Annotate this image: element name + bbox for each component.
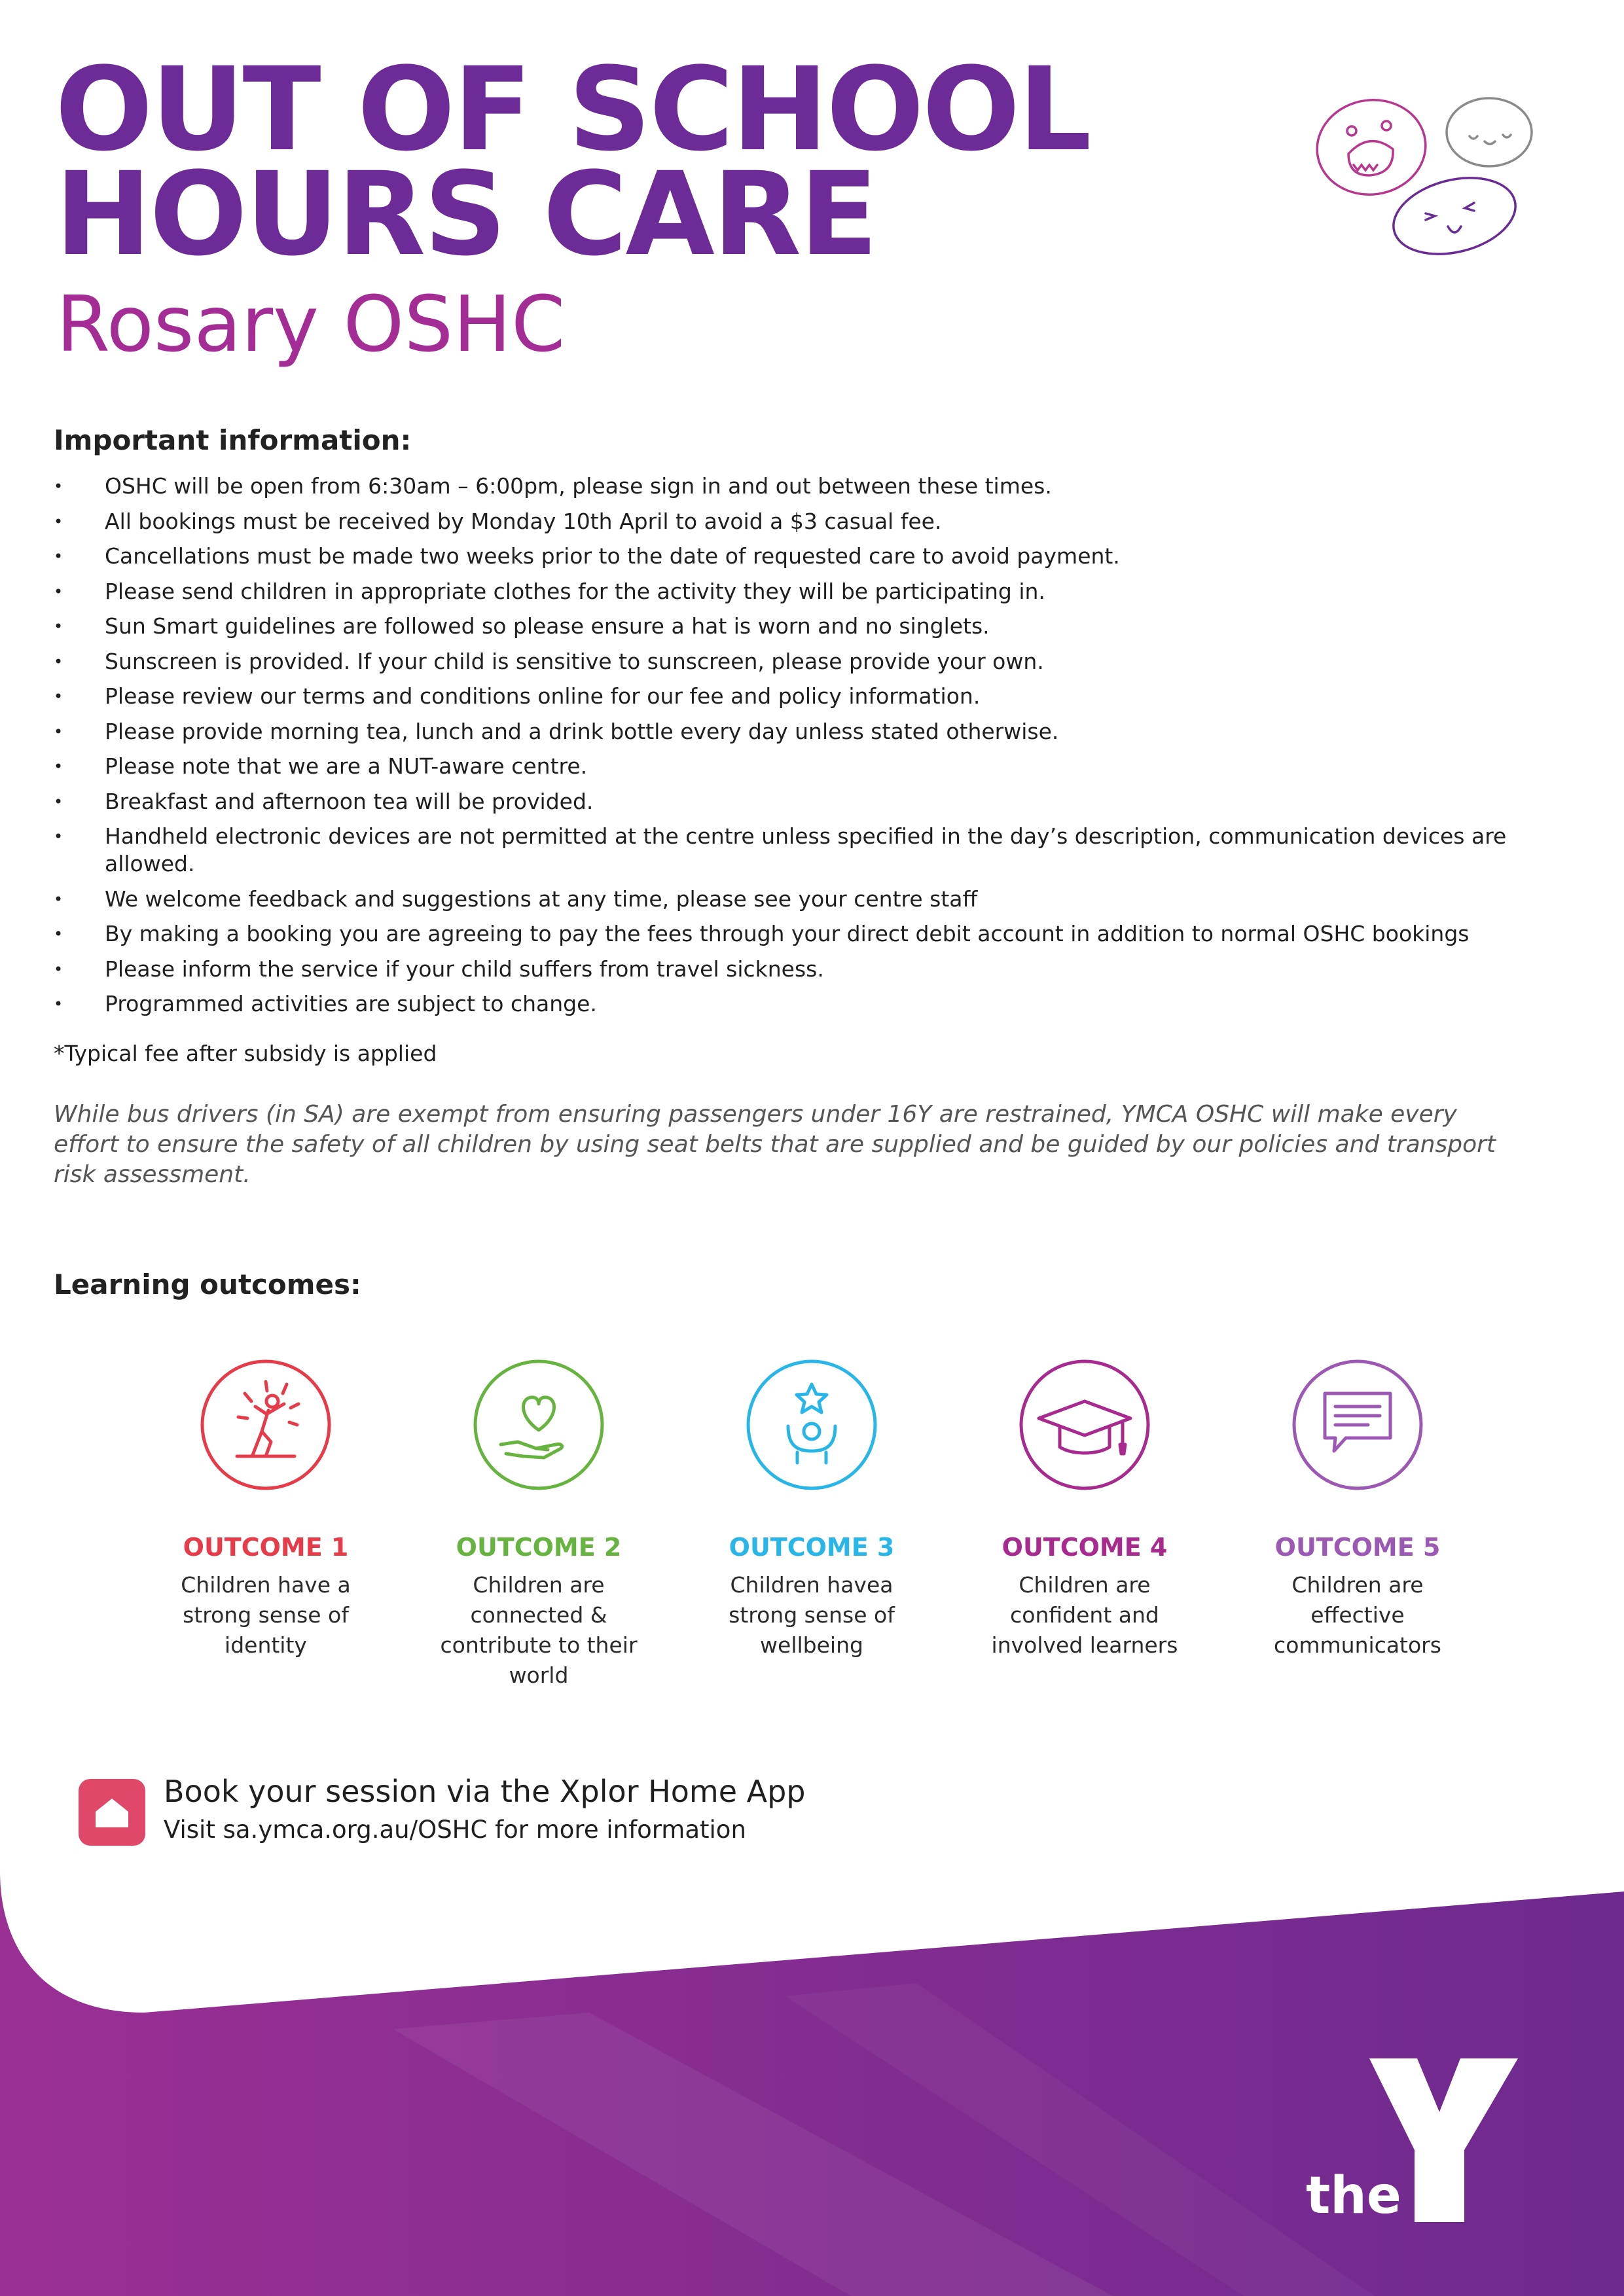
booking-sub-prefix: Visit [164, 1816, 223, 1844]
info-list-item: • By making a booking you are agreeing to pay the fees through your direct debit account in addition to normal OSHC bookings [54, 920, 1526, 948]
outcome-4 [973, 1358, 1196, 1660]
info-list-item: • OSHC will be open from 6:30am – 6:00pm, please sign in and out between these times. [54, 473, 1526, 500]
info-list-item: • Please review our terms and conditions online for our fee and policy information. [54, 683, 1526, 710]
page-title [55, 43, 1168, 281]
booking-url-link[interactable]: sa.ymca.org.au/OSHC [223, 1816, 488, 1844]
outcome-5-title: OUTCOME 5 [1274, 1533, 1441, 1562]
info-list-item: • Breakfast and afternoon tea will be provided. [54, 788, 1526, 816]
info-list-item: • Handheld electronic devices are not permitted at the centre unless specified in the day’s description, communication devices are allowed. [54, 823, 1526, 878]
celebrating-person-icon [199, 1358, 333, 1492]
info-list-item: • All bookings must be received by Monday 10th April to avoid a $3 casual fee. [54, 508, 1526, 535]
outcome-2 [427, 1358, 650, 1691]
outcome-2-title: OUTCOME 2 [456, 1533, 622, 1562]
info-list-item: • Cancellations must be made two weeks prior to the date of requested care to avoid payment. [54, 543, 1526, 570]
outcome-1 [154, 1358, 377, 1660]
outcome-3-text: Children havea strong sense of wellbeing [729, 1572, 895, 1658]
speech-bubble-icon [1291, 1358, 1424, 1492]
heart-in-hand-icon [472, 1358, 605, 1492]
centre-name: Rosary OSHC [56, 279, 566, 369]
fee-note: *Typical fee after subsidy is applied [54, 1041, 437, 1066]
booking-title: Book your session via the Xplor Home App [164, 1774, 806, 1809]
outcome-3 [700, 1358, 923, 1660]
learning-outcomes-heading: Learning outcomes: [54, 1268, 361, 1300]
logo-the-text: the [1306, 2166, 1401, 2225]
info-list-item: • We welcome feedback and suggestions at any time, please see your centre staff [54, 886, 1526, 913]
outcome-2-text: Children are connected & contribute to their world [440, 1572, 638, 1688]
booking-sub-suffix: for more information [487, 1816, 746, 1844]
ymca-logo [1306, 2058, 1522, 2225]
outcome-1-title: OUTCOME 1 [183, 1533, 349, 1562]
star-person-icon [745, 1358, 878, 1492]
info-list-item: • Programmed activities are subject to change. [54, 990, 1526, 1018]
important-info-heading: Important information: [54, 424, 412, 456]
outcome-3-title: OUTCOME 3 [729, 1533, 895, 1562]
info-list-item: • Please send children in appropriate clothes for the activity they will be participating in. [54, 578, 1526, 605]
outcome-4-title: OUTCOME 4 [1001, 1533, 1168, 1562]
booking-subtitle [164, 1816, 746, 1844]
info-list-item: • Sunscreen is provided. If your child is sensitive to sunscreen, please provide your own. [54, 648, 1526, 675]
info-list-item: • Please note that we are a NUT-aware centre. [54, 753, 1526, 780]
graduation-cap-icon [1018, 1358, 1151, 1492]
cartoon-faces-icon [1309, 92, 1551, 268]
outcome-5-text: Children are effective communicators [1274, 1572, 1441, 1658]
title-line-2: HOURS CARE [55, 147, 876, 281]
xplor-home-app-icon[interactable] [79, 1779, 145, 1846]
bus-safety-note: While bus drivers (in SA) are exempt from ensuring passengers under 16Y are restrained, YMCA OSHC will make every effort to ensure the safety of all children by using seat belts that are supplied and be guided by our policies and transport risk assessment. [54, 1101, 1496, 1188]
outcome-5 [1246, 1358, 1469, 1660]
info-list-item: • Please inform the service if your child suffers from travel sickness. [54, 956, 1526, 983]
title-line-1: OUT OF SCHOOL [55, 43, 1090, 177]
important-info-list [54, 473, 1526, 1026]
info-list-item: • Sun Smart guidelines are followed so please ensure a hat is worn and no singlets. [54, 613, 1526, 640]
info-list-item: • Please provide morning tea, lunch and a drink bottle every day unless stated otherwise. [54, 718, 1526, 745]
outcome-1-text: Children have a strong sense of identity [181, 1572, 351, 1658]
outcome-4-text: Children are confident and involved learners [991, 1572, 1178, 1658]
